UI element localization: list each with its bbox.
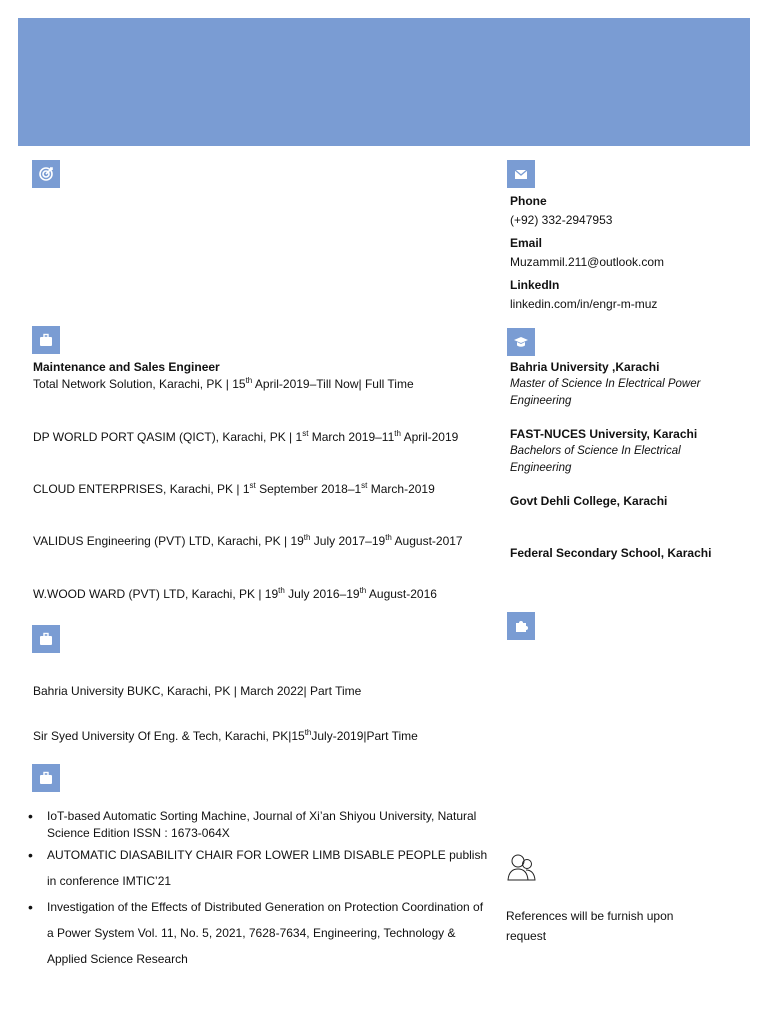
phone-label: Phone bbox=[510, 194, 547, 208]
references-text: References will be furnish upon request bbox=[506, 909, 674, 943]
experience-entry: VALIDUS Engineering (PVT) LTD, Karachi, PK | 19th July 2017–19th August-2017 bbox=[33, 533, 463, 548]
briefcase-icon bbox=[32, 764, 60, 792]
school-name: Bahria University ,Karachi bbox=[510, 360, 660, 374]
briefcase-icon bbox=[32, 625, 60, 653]
header-banner bbox=[18, 18, 750, 146]
phone-value: (+92) 332-2947953 bbox=[510, 213, 613, 227]
list-item: • AUTOMATIC DIASABILITY CHAIR FOR LOWER LIMB DISABLE PEOPLE publish in conference IMTIC’21 bbox=[28, 842, 490, 894]
teaching-entry: Bahria University BUKC, Karachi, PK | March 2022| Part Time bbox=[33, 684, 362, 698]
envelope-icon bbox=[507, 160, 535, 188]
list-item: • Investigation of the Effects of Distributed Generation on Protection Coordination of a Power System Vol. 11, No. 5, 2021, 7628-7634, Engineering, Technology & Applied Science Research bbox=[28, 894, 490, 972]
briefcase-icon bbox=[32, 326, 60, 354]
puzzle-icon bbox=[507, 612, 535, 640]
degree: Master of Science In Electrical Power Engineering bbox=[510, 378, 701, 407]
list-item: • IoT-based Automatic Sorting Machine, Journal of Xi’an Shiyou University, Natural Science Edition ISSN : 1673-064X bbox=[28, 808, 490, 842]
school-name: Federal Secondary School, Karachi bbox=[510, 546, 712, 560]
email-value: Muzammil.211@outlook.com bbox=[510, 255, 665, 269]
experience-entry: W.WOOD WARD (PVT) LTD, Karachi, PK | 19th July 2016–19th August-2016 bbox=[33, 586, 437, 601]
publications-list bbox=[28, 806, 490, 972]
experience-entry: Total Network Solution, Karachi, PK | 15th April-2019–Till Now| Full Time bbox=[33, 376, 414, 391]
experience-entry: CLOUD ENTERPRISES, Karachi, PK | 1st September 2018–1st March-2019 bbox=[33, 481, 435, 496]
graduation-cap-icon bbox=[507, 328, 535, 356]
people-icon bbox=[506, 852, 536, 884]
school-name: FAST-NUCES University, Karachi bbox=[510, 427, 698, 441]
school-name: Govt Dehli College, Karachi bbox=[510, 494, 668, 508]
email-label: Email bbox=[510, 236, 543, 250]
linkedin-value: linkedin.com/in/engr-m-muz bbox=[510, 297, 658, 311]
experience-entry: DP WORLD PORT QASIM (QICT), Karachi, PK | 1st March 2019–11th April-2019 bbox=[33, 429, 459, 444]
linkedin-label: LinkedIn bbox=[510, 278, 560, 292]
teaching-entry: Sir Syed University Of Eng. & Tech, Karachi, PK|15thJuly-2019|Part Time bbox=[33, 728, 418, 743]
target-icon bbox=[32, 160, 60, 188]
degree: Bachelors of Science In Electrical Engineering bbox=[510, 445, 681, 474]
job-title: Maintenance and Sales Engineer bbox=[33, 360, 220, 374]
